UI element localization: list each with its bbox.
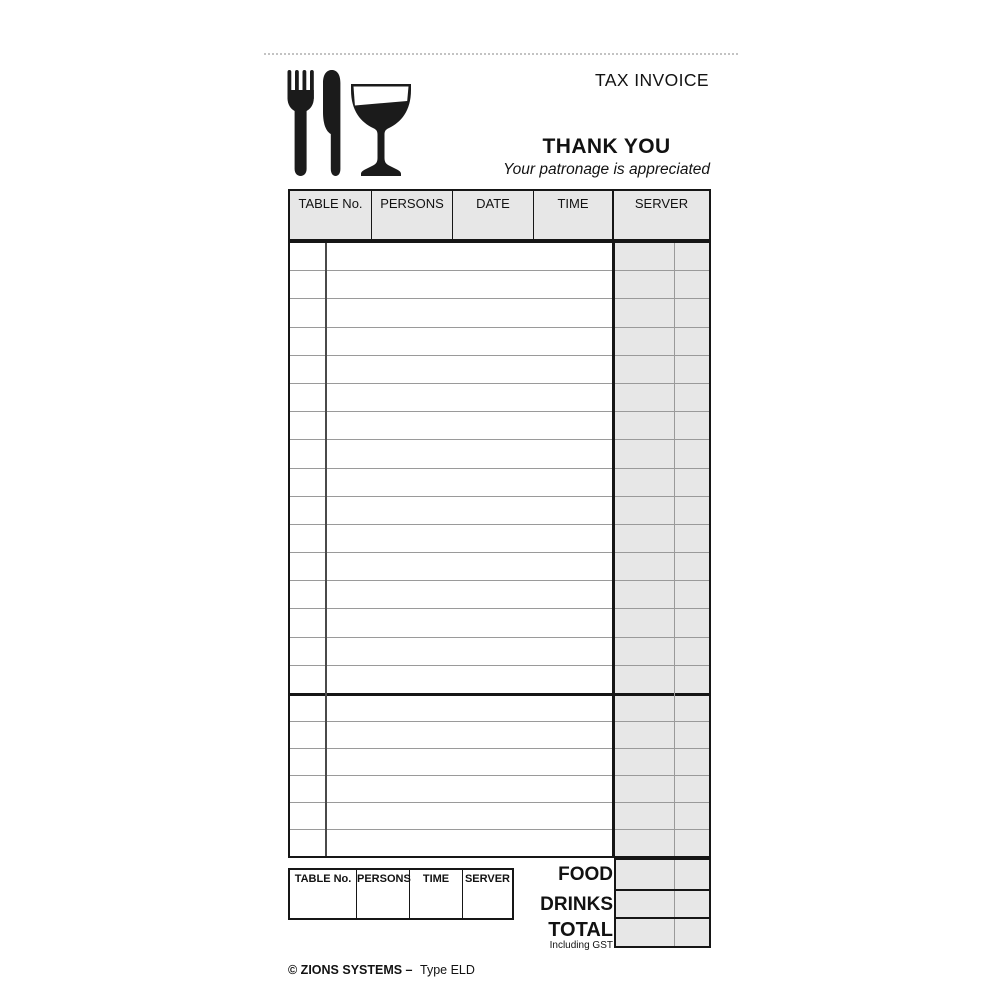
footer-credit	[288, 963, 475, 977]
persons-label: PERSONS	[380, 196, 444, 211]
food-label: FOOD	[558, 864, 613, 885]
quantity-column-divider	[325, 243, 327, 856]
order-row[interactable]	[290, 749, 709, 776]
brand-name: © ZIONS SYSTEMS –	[288, 963, 413, 977]
table-no-label: TABLE No.	[298, 196, 363, 211]
order-row[interactable]	[290, 356, 709, 384]
order-row[interactable]	[290, 553, 709, 581]
total-label: TOTAL	[548, 919, 613, 941]
tax-invoice-title: TAX INVOICE	[595, 70, 709, 90]
amount-cents-divider	[674, 860, 675, 889]
order-rows-bottom	[290, 696, 709, 857]
stub-table-no-label: TABLE No.	[294, 873, 352, 885]
order-row[interactable]	[290, 696, 709, 723]
stub-time-field[interactable]	[410, 870, 463, 918]
stub-server-field[interactable]	[463, 870, 512, 918]
table-no-field[interactable]	[290, 191, 372, 239]
thank-you-block	[503, 135, 710, 179]
perforation-dotted-line	[264, 53, 738, 55]
order-grid	[288, 241, 711, 858]
time-field[interactable]	[534, 191, 614, 239]
stub-persons-label: PERSONS	[357, 873, 411, 885]
order-row[interactable]	[290, 299, 709, 327]
order-row[interactable]	[290, 609, 709, 637]
order-row[interactable]	[290, 525, 709, 553]
order-row[interactable]	[290, 722, 709, 749]
drinks-label: DRINKS	[540, 894, 613, 915]
header-table	[288, 189, 711, 241]
order-row[interactable]	[290, 469, 709, 497]
order-row[interactable]	[290, 440, 709, 468]
total-amount-cell[interactable]	[614, 917, 711, 948]
order-row[interactable]	[290, 271, 709, 299]
order-row[interactable]	[290, 776, 709, 803]
order-row[interactable]	[290, 830, 709, 856]
date-label: DATE	[476, 196, 510, 211]
amount-cents-divider	[674, 891, 675, 917]
fork-knife-wineglass-icon	[287, 70, 413, 180]
stub-time-label: TIME	[422, 873, 450, 885]
order-row[interactable]	[290, 412, 709, 440]
date-field[interactable]	[453, 191, 534, 239]
summary-strip	[614, 858, 711, 948]
food-amount-cell[interactable]	[614, 858, 711, 891]
order-row[interactable]	[290, 581, 709, 609]
persons-field[interactable]	[372, 191, 453, 239]
stub-table-no-field[interactable]	[290, 870, 357, 918]
order-rows-top	[290, 243, 709, 693]
server-field[interactable]	[614, 191, 709, 239]
form-type: Type ELD	[420, 963, 475, 977]
order-row[interactable]	[290, 328, 709, 356]
server-label: SERVER	[634, 196, 689, 211]
order-row[interactable]	[290, 638, 709, 666]
price-column-divider	[674, 243, 675, 856]
order-row[interactable]	[290, 666, 709, 693]
stub-persons-field[interactable]	[357, 870, 410, 918]
description-column-divider	[612, 243, 615, 856]
patronage-tagline: Your patronage is appreciated	[503, 161, 710, 178]
stub-table	[288, 868, 514, 920]
thank-you-heading: THANK YOU	[542, 135, 671, 158]
order-row[interactable]	[290, 497, 709, 525]
stub-server-label: SERVER	[464, 873, 511, 885]
drinks-amount-cell[interactable]	[614, 889, 711, 919]
including-gst-note: Including GST	[549, 940, 613, 951]
time-label: TIME	[557, 196, 589, 211]
order-row[interactable]	[290, 384, 709, 412]
order-row[interactable]	[290, 803, 709, 830]
order-row[interactable]	[290, 243, 709, 271]
amount-cents-divider	[674, 919, 675, 946]
